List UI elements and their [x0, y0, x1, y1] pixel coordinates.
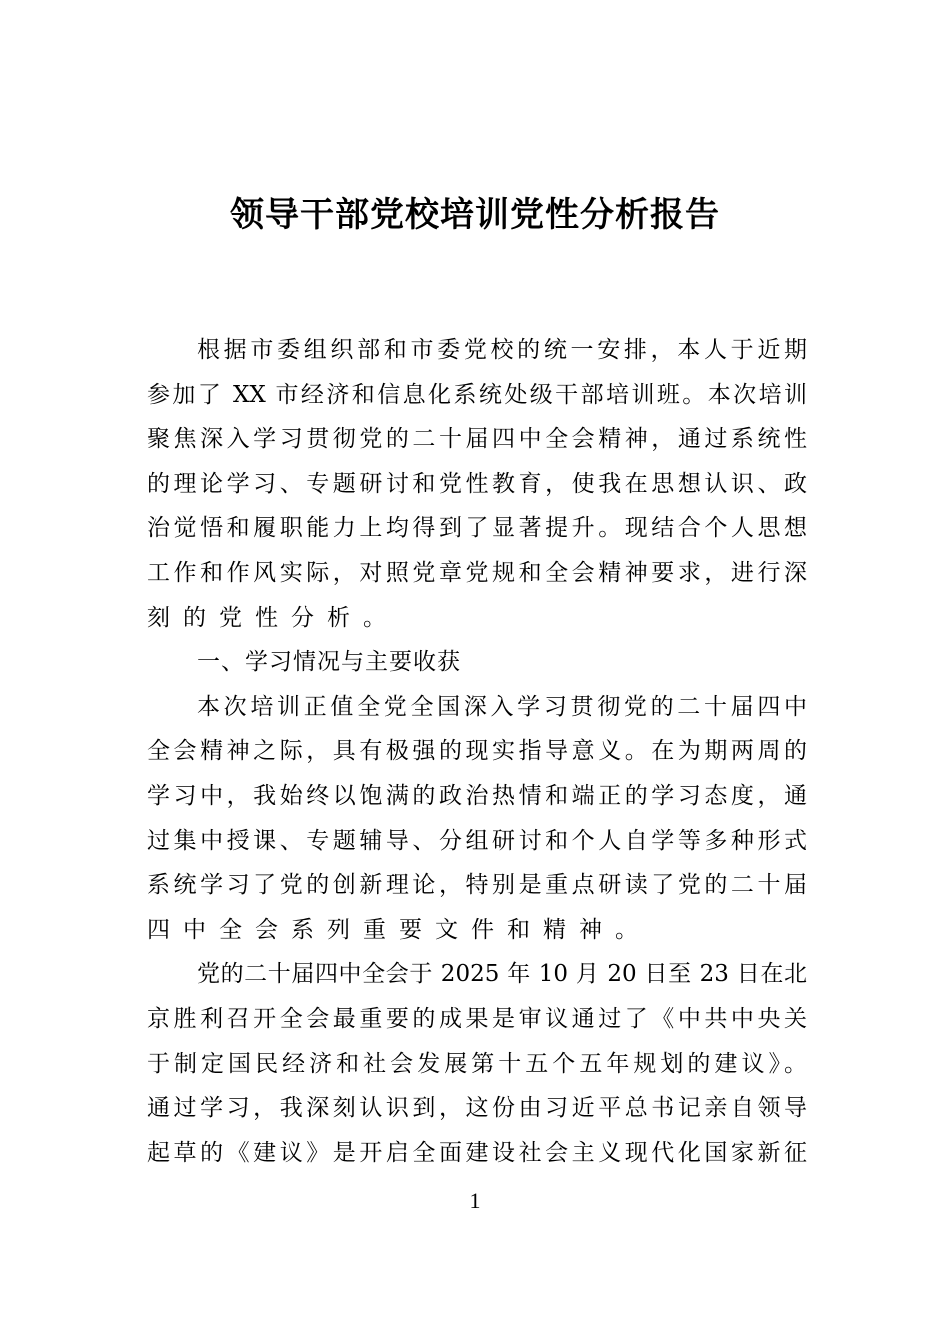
text-line: 起草的《建议》是开启全面建设社会主义现代化国家新征: [147, 1139, 807, 1166]
paragraph-intro: [147, 328, 807, 640]
text-line: 四中全会系列重要文件和精神。: [147, 916, 651, 943]
text-line: 参加了 XX 市经济和信息化系统处级干部培训班。本次培训: [147, 381, 807, 408]
text-line: 党的二十届四中全会于 2025 年 10 月 20 日至 23 日在北: [197, 961, 807, 988]
text-line: 刻的党性分析。: [147, 604, 399, 631]
document-title: 领导干部党校培训党性分析报告: [230, 195, 720, 235]
text-line: 系统学习了党的创新理论，特别是重点研读了党的二十届: [147, 872, 807, 899]
text-line: 通过学习，我深刻认识到，这份由习近平总书记亲自领导: [147, 1095, 807, 1122]
text-line: 京胜利召开全会最重要的成果是审议通过了《中共中央关: [147, 1005, 807, 1032]
text-line: 全会精神之际，具有极强的现实指导意义。在为期两周的: [147, 738, 807, 765]
text-line: 的理论学习、专题研讨和党性教育，使我在思想认识、政: [147, 470, 807, 497]
paragraph-study-overview: [147, 685, 807, 953]
text-line: 于制定国民经济和社会发展第十五个五年规划的建议》。: [147, 1050, 807, 1077]
text-line: 治觉悟和履职能力上均得到了显著提升。现结合个人思想: [147, 515, 807, 542]
text-line: 根据市委组织部和市委党校的统一安排，本人于近期: [197, 337, 807, 363]
paragraph-plenary-session: [147, 952, 807, 1175]
text-line: 学习中，我始终以饱满的政治热情和端正的学习态度，通: [147, 782, 807, 809]
document-body: [147, 328, 807, 1175]
page-number: 1: [469, 1188, 481, 1213]
section-heading: 一、学习情况与主要收获: [197, 649, 461, 676]
text-line: 聚焦深入学习贯彻党的二十届四中全会精神，通过系统性: [147, 426, 807, 453]
text-line: 本次培训正值全党全国深入学习贯彻党的二十届四中: [197, 693, 807, 720]
text-line: 过集中授课、专题辅导、分组研讨和个人自学等多种形式: [147, 827, 807, 854]
text-line: 工作和作风实际，对照党章党规和全会精神要求，进行深: [147, 559, 807, 586]
